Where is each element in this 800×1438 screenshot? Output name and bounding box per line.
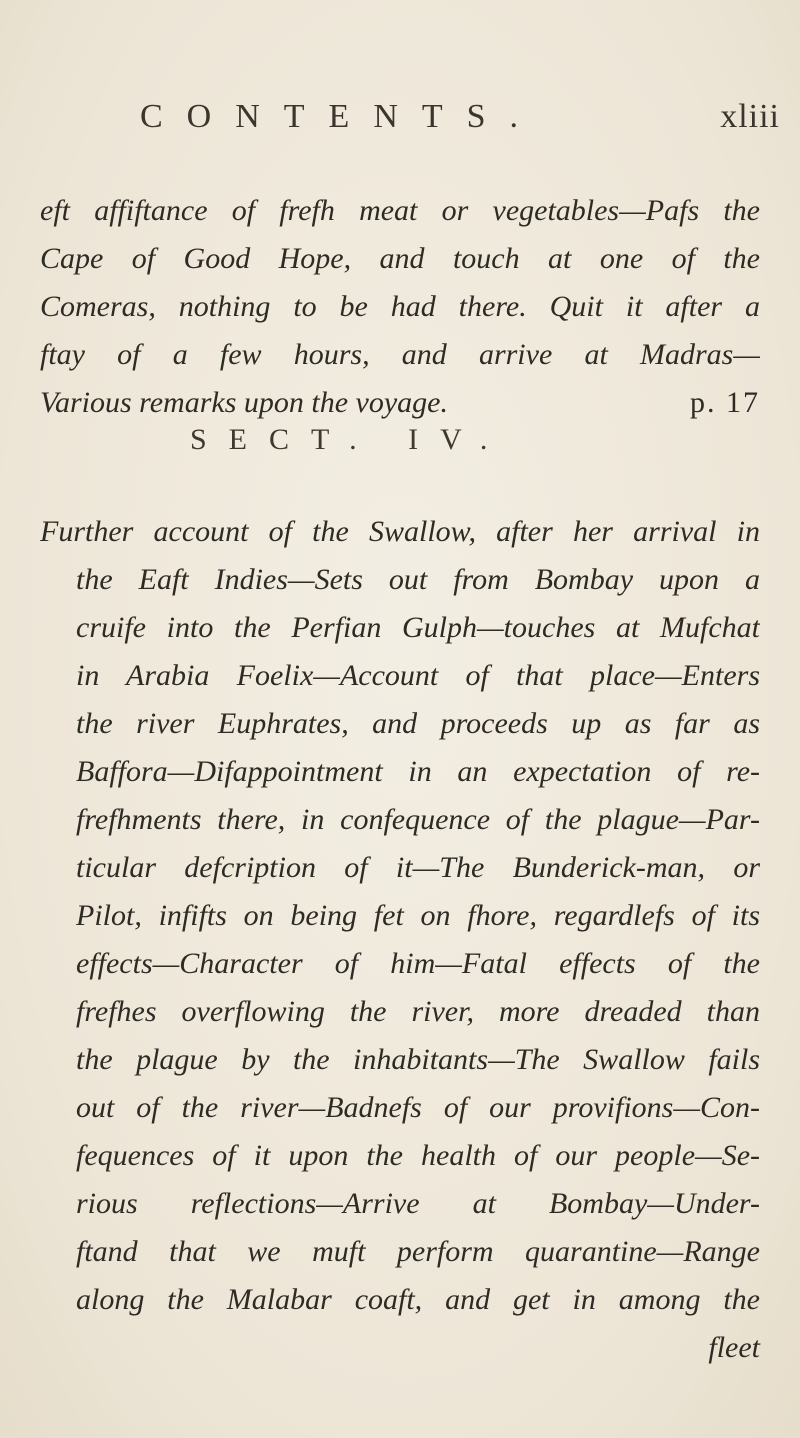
body-line-4: in Arabia Foelix—Account of that place—Enters: [76, 659, 760, 692]
section-heading: SECT. IV.: [190, 423, 510, 456]
catchword: fleet: [708, 1331, 760, 1364]
body-line-8: ticular defcription of it—The Bunderick-man, or: [76, 851, 760, 884]
body-line-16: ftand that we muft perform quarantine—Range: [76, 1235, 760, 1268]
continuation-line-2: Cape of Good Hope, and touch at one of the: [40, 242, 760, 275]
body-line-1: Further account of the Swallow, after her arrival in: [40, 515, 760, 548]
body-line-5: the river Euphrates, and proceeds up as far as: [76, 707, 760, 740]
body-line-2: the Eaft Indies—Sets out from Bombay upon a: [76, 563, 760, 596]
running-header: [140, 98, 780, 148]
page-reference: p. 17: [690, 386, 760, 419]
body-line-17: along the Malabar coaft, and get in among the: [76, 1283, 760, 1316]
body-line-7: frefhments there, in confequence of the plague—Par-: [76, 803, 760, 836]
body-line-14: fequences of it upon the health of our people—Se-: [76, 1139, 760, 1172]
continuation-line-5: Various remarks upon the voyage.: [40, 386, 448, 419]
continuation-line-3: Comeras, nothing to be had there. Quit it after a: [40, 290, 760, 323]
body-line-3: cruife into the Perfian Gulph—touches at Mufchat: [76, 611, 760, 644]
body-line-9: Pilot, infifts on being fet on fhore, regardlefs of its: [76, 899, 760, 932]
body-line-10: effects—Character of him—Fatal effects of the: [76, 947, 760, 980]
body-line-15: rious reflections—Arrive at Bombay—Under-: [76, 1187, 760, 1220]
body-line-11: frefhes overflowing the river, more dreaded than: [76, 995, 760, 1028]
header-title: CONTENTS.: [140, 98, 543, 135]
body-line-6: Baffora—Difappointment in an expectation of re-: [76, 755, 760, 788]
body-line-12: the plague by the inhabitants—The Swallow fails: [76, 1043, 760, 1076]
page-number: xliii: [720, 98, 780, 135]
body-line-13: out of the river—Badnefs of our provifions—Con-: [76, 1091, 760, 1124]
continuation-line-1: eft affiftance of frefh meat or vegetables—Pafs the: [40, 194, 760, 227]
continuation-line-4: ftay of a few hours, and arrive at Madras—: [40, 338, 760, 371]
